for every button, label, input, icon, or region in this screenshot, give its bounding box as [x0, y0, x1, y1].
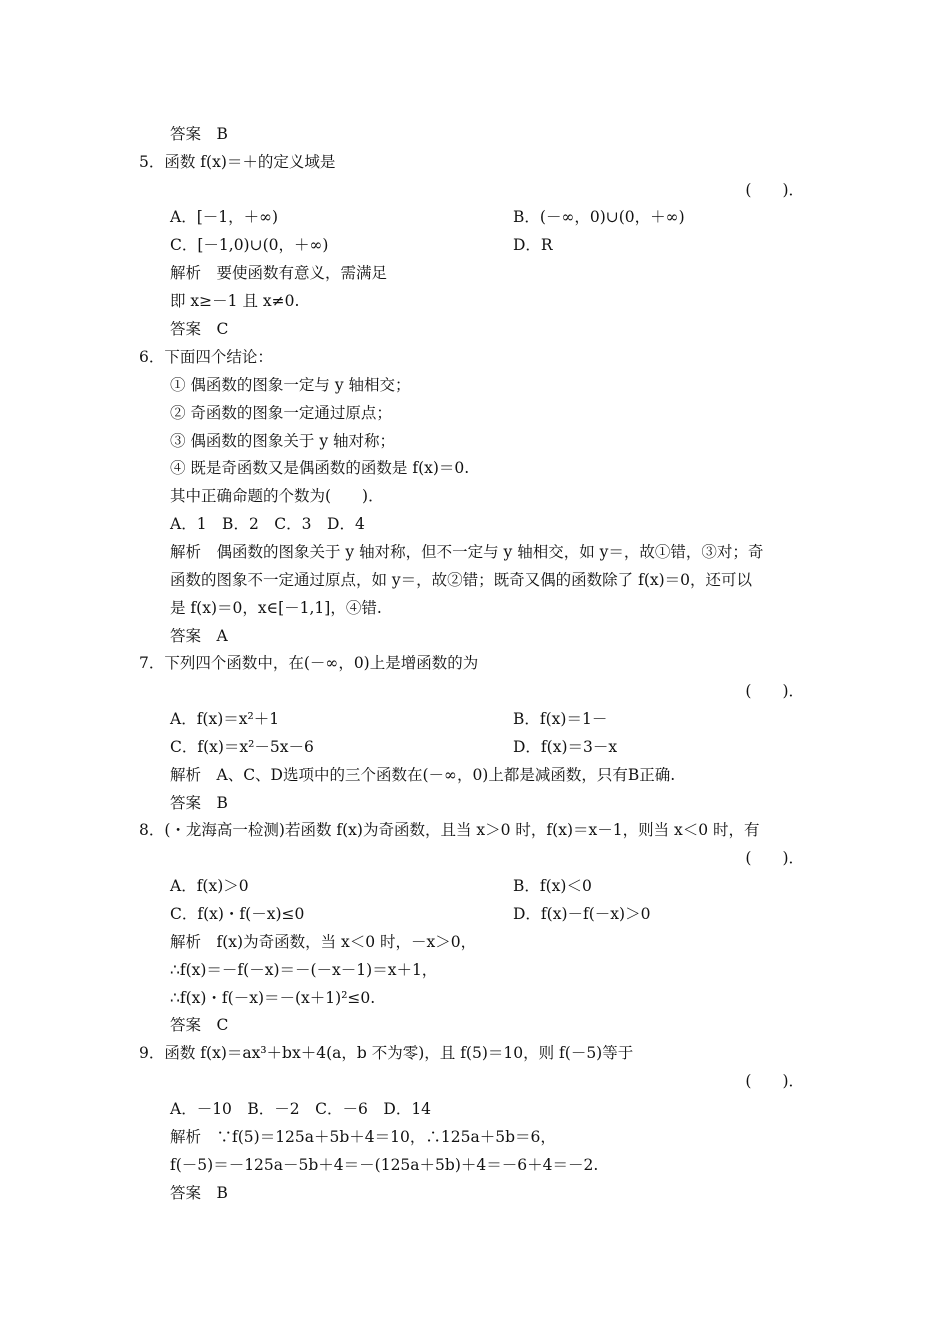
q8-analysis-line-2: ∴f(x)＝－f(－x)＝－(－x－1)＝x＋1，	[170, 961, 438, 979]
q8-option-c: C．f(x)・f(－x)≤0	[170, 905, 305, 923]
q9-analysis-line-1: 解析 ∵f(5)＝125a＋5b＋4＝10，∴125a＋5b＝6，	[170, 1128, 556, 1146]
q8-option-a: A．f(x)＞0	[170, 877, 249, 895]
q6-stem: 6．下面四个结论：	[139, 348, 273, 366]
q7-option-c: C．f(x)＝x²－5x－6	[170, 738, 314, 756]
q6-analysis-line-1: 解析 偶函数的图象关于 y 轴对称，但不一定与 y 轴相交，如 y＝，故①错，③对；奇	[170, 543, 764, 561]
q5-analysis-line-2: 即 x≥－1 且 x≠0.	[170, 292, 300, 310]
q5-answer-bracket: ( )．	[745, 181, 804, 199]
q6-analysis-line-2: 函数的图象不一定通过原点，如 y＝，故②错；既奇又偶的函数除了 f(x)＝0，还可以	[170, 571, 753, 589]
q8-option-b: B．f(x)＜0	[513, 877, 592, 895]
q7-option-b: B．f(x)＝1－	[513, 710, 608, 728]
q8-answer-bracket: ( )．	[745, 849, 804, 867]
q9-analysis-line-2: f(－5)＝－125a－5b＋4＝－(125a＋5b)＋4＝－6＋4＝－2.	[170, 1156, 599, 1174]
q8-stem: 8．(・龙海高一检测)若函数 f(x)为奇函数，且当 x＞0 时，f(x)＝x－1，则当 x＜0 时，有	[139, 821, 760, 839]
q9-answer: 答案 B	[170, 1184, 228, 1202]
q6-item-1: ① 偶函数的图象一定与 y 轴相交；	[170, 376, 411, 394]
q5-answer: 答案 C	[170, 320, 229, 338]
q5-option-a: A．[－1，＋∞)	[170, 208, 279, 226]
q5-analysis-line-1: 解析 要使函数有意义，需满足	[170, 264, 388, 282]
q5-option-b: B．(－∞，0)∪(0，＋∞)	[513, 208, 685, 226]
q7-option-d: D．f(x)＝3－x	[513, 738, 618, 756]
q6-analysis-line-3: 是 f(x)＝0，x∈[－1,1]，④错.	[170, 599, 382, 617]
q5-option-d: D．R	[513, 236, 553, 254]
q4-answer: 答案 B	[170, 125, 228, 143]
q6-question: 其中正确命题的个数为( )．	[170, 487, 384, 505]
q5-stem: 5．函数 f(x)＝＋的定义域是	[139, 153, 336, 171]
q9-answer-bracket: ( )．	[745, 1072, 804, 1090]
q7-stem: 7．下列四个函数中，在(－∞，0)上是增函数的为	[139, 654, 479, 672]
q6-item-4: ④ 既是奇函数又是偶函数的函数是 f(x)＝0.	[170, 459, 470, 477]
q8-option-d: D．f(x)－f(－x)＞0	[513, 905, 651, 923]
q6-answer: 答案 A	[170, 627, 228, 645]
q8-analysis-line-3: ∴f(x)・f(－x)＝－(x＋1)²≤0.	[170, 989, 376, 1007]
q5-option-c: C．[－1,0)∪(0，＋∞)	[170, 236, 329, 254]
q7-option-a: A．f(x)＝x²＋1	[170, 710, 280, 728]
q6-options: A．1 B．2 C．3 D．4	[170, 515, 365, 533]
q8-analysis-line-1: 解析 f(x)为奇函数，当 x＜0 时，－x＞0，	[170, 933, 477, 951]
q7-answer-bracket: ( )．	[745, 682, 804, 700]
q9-options: A．－10 B．－2 C．－6 D．14	[170, 1100, 432, 1118]
q8-answer: 答案 C	[170, 1016, 229, 1034]
q7-answer: 答案 B	[170, 794, 228, 812]
q7-analysis-line-1: 解析 A、C、D选项中的三个函数在(－∞，0)上都是减函数，只有B正确.	[170, 766, 676, 784]
q6-item-2: ② 奇函数的图象一定通过原点；	[170, 404, 392, 422]
q9-stem: 9．函数 f(x)＝ax³＋bx＋4(a，b 不为零)，且 f(5)＝10，则 f(－5)等于	[139, 1044, 634, 1062]
q6-item-3: ③ 偶函数的图象关于 y 轴对称；	[170, 432, 396, 450]
